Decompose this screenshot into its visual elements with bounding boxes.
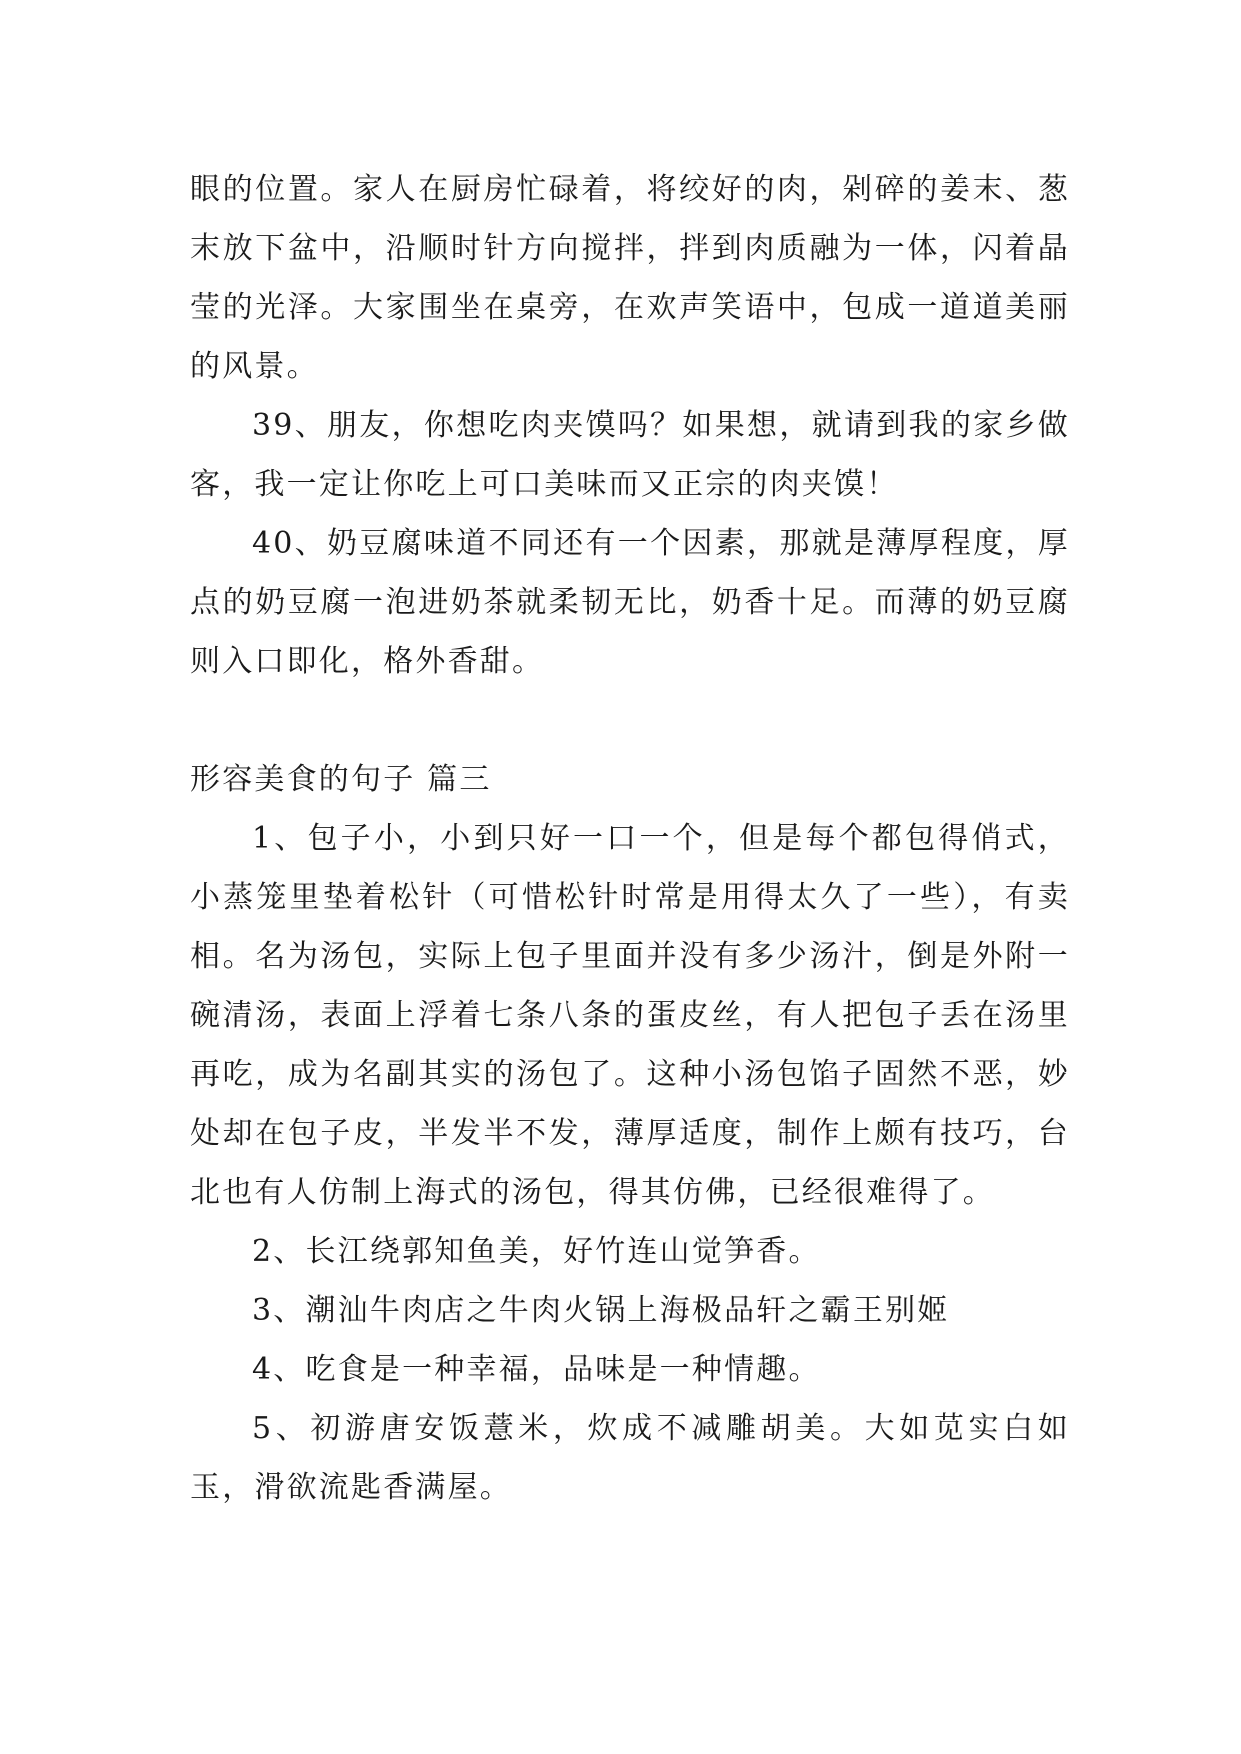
paragraph-item-4: 4、吃食是一种幸福，品味是一种情趣。 (252, 1352, 821, 1387)
paragraph-item-39: 39、朋友，你想吃肉夹馍吗？如果想，就请到我的家乡做客，我一定让你吃上可口美味而又正宗的肉夹馍！ (190, 408, 1070, 502)
paragraph-item-40: 40、奶豆腐味道不同还有一个因素，那就是薄厚程度，厚点的奶豆腐一泡进奶茶就柔韧无比，奶香十足。而薄的奶豆腐则入口即化，格外香甜。 (190, 526, 1070, 679)
paragraph-item-3: 3、潮汕牛肉店之牛肉火锅上海极品轩之霸王别姬 (252, 1293, 950, 1328)
paragraph-continuation: 眼的位置。家人在厨房忙碌着，将绞好的肉，剁碎的姜末、葱末放下盆中，沿顺时针方向搅拌，拌到肉质融为一体，闪着晶莹的光泽。大家围坐在桌旁，在欢声笑语中，包成一道道美丽的风景。 (190, 172, 1070, 384)
section-title: 形容美食的句子 篇三 (190, 762, 492, 797)
paragraph-item-2: 2、长江绕郭知鱼美，好竹连山觉笋香。 (252, 1234, 821, 1269)
paragraph-item-5: 5、初游唐安饭薏米，炊成不减雕胡美。大如苋实白如玉，滑欲流匙香满屋。 (190, 1411, 1070, 1505)
paragraph-item-1: 1、包子小，小到只好一口一个，但是每个都包得俏式，小蒸笼里垫着松针（可惜松针时常是用得太久了一些），有卖相。名为汤包，实际上包子里面并没有多少汤汁，倒是外附一碗清汤，表面上浮着七条八条的蛋皮丝，有人把包子丢在汤里再吃，成为名副其实的汤包了。这种小汤包馅子固然不恶，妙处却在包子皮，半发半不发，薄厚适度，制作上颇有技巧，台北也有人仿制上海式的汤包，得其仿佛，已经很难得了。 (190, 821, 1070, 1210)
document-body (190, 160, 1070, 1517)
